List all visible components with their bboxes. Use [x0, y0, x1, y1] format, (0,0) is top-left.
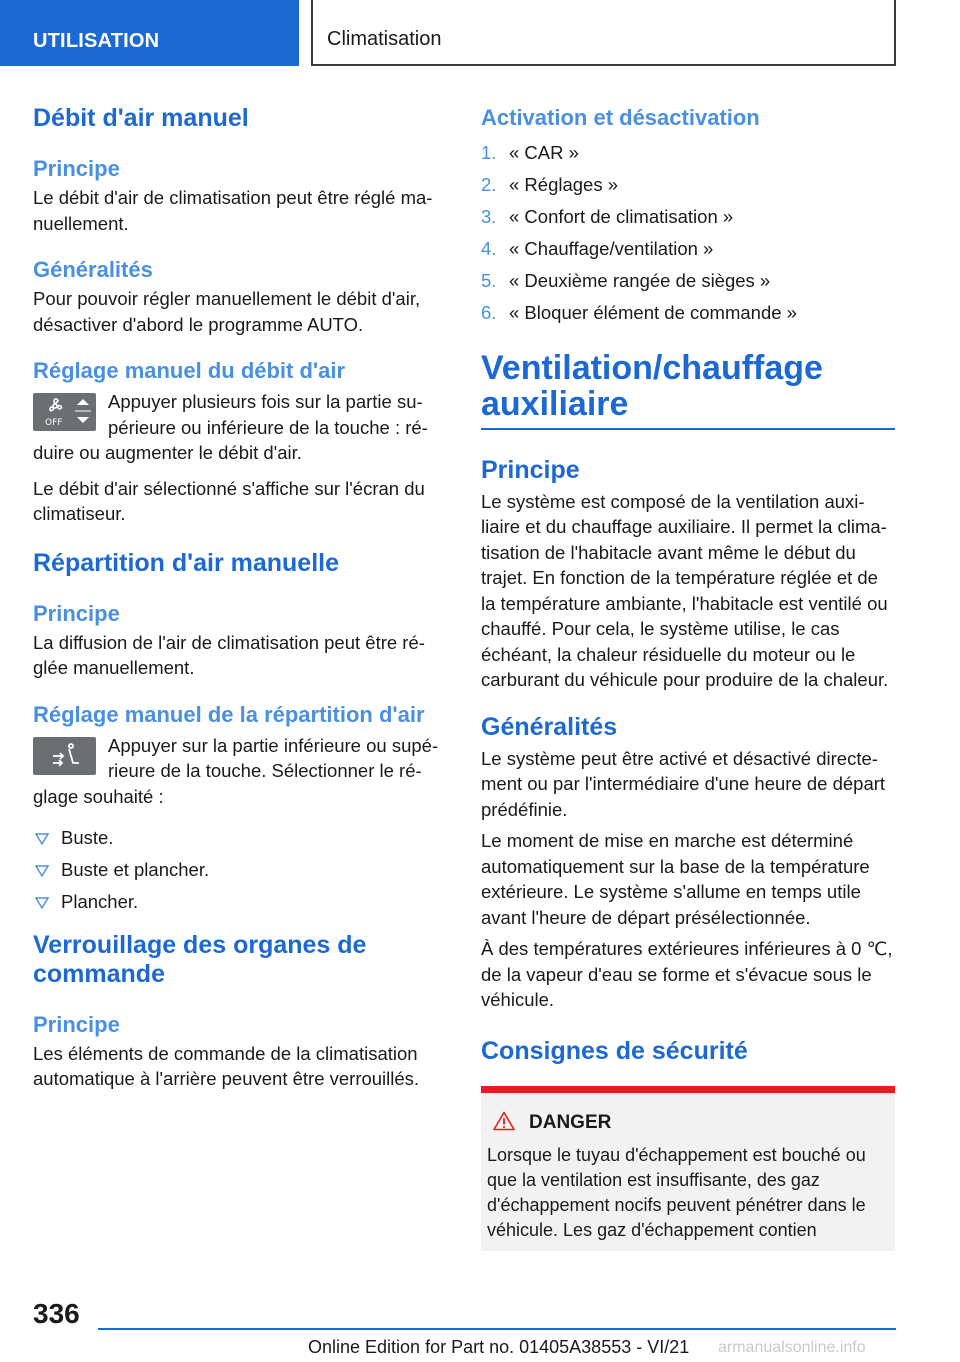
text-principe: Le débit d'air de climatisation peut être réglé manuellement. — [33, 187, 433, 234]
edition-info: Online Edition for Part no. 01405A38553 - VI/21 — [308, 1337, 690, 1357]
text-principe-right: Le système est composé de la ventilation auxiliaire et du chauffage auxiliaire. Il permet la climatisation de l'habitacle avant même le début du trajet. En fonction de la température réglée et de la température ambiante, l'habitacle est ventilé ou chauffé. Pour cela, le système utilise, le cas échéant, la chaleur résiduelle du moteur ou le carburant du véhicule pour produire de la chaleur. — [481, 490, 889, 690]
text-reglage-debit: Appuyer plusieurs fois sur la partie supérieure ou inférieure de la touche : réduire ou augmenter le débit d'air. — [33, 391, 428, 463]
text-generalites-1: Le système peut être activé et désactivé directement ou par l'intermédiaire d'une heure de départ prédéfinie. — [481, 747, 886, 820]
danger-warning-box — [481, 1086, 895, 1251]
subheading-principe-3: Principe — [33, 1011, 120, 1037]
heading-rule — [481, 428, 895, 430]
list-item: Plancher. — [33, 889, 448, 915]
list-item: 1. « CAR » — [481, 142, 579, 163]
text-principe-2: La diffusion de l'air de climatisation peut être réglée manuellement. — [33, 631, 425, 678]
reglage-debit-block — [33, 389, 448, 466]
warning-triangle-icon — [493, 1111, 515, 1131]
watermark: armanualsonline.info — [718, 1339, 866, 1356]
page-number: 336 — [33, 1298, 80, 1329]
distribution-options-list — [33, 825, 448, 915]
right-column — [481, 100, 895, 1251]
subheading-principe-right: Principe — [481, 455, 580, 484]
subheading-reglage-repartition: Réglage manuel de la répartition d'air — [33, 701, 425, 727]
warning-title: DANGER — [529, 1111, 612, 1133]
fan-button-icon — [33, 393, 96, 431]
list-item: Buste et plancher. — [33, 857, 448, 883]
list-item: 5. « Deuxième rangée de sièges » — [481, 270, 771, 291]
list-item: 2. « Réglages » — [481, 174, 619, 195]
subheading-activation: Activation et désactivation — [481, 105, 760, 130]
subheading-principe: Principe — [33, 156, 120, 181]
text-generalites: Pour pouvoir régler manuellement le débit d'air, désactiver d'abord le programme AUTO. — [33, 288, 421, 335]
air-distribution-button-icon — [33, 737, 96, 775]
text-generalites-2: Le moment de mise en marche est déterminé automatiquement sur la base de la température extérieure. Le système s'allume en temps utile avant l'heure de départ présélectionnée. — [481, 830, 870, 928]
subheading-reglage-debit: Réglage manuel du débit d'air — [33, 358, 346, 383]
text-debit-affiche: Le débit d'air sélectionné s'affiche sur l'écran du climatiseur. — [33, 477, 425, 524]
subheading-generalites-right: Généralités — [481, 712, 618, 741]
triangle-bullet-icon — [35, 833, 49, 845]
left-column — [33, 100, 448, 1092]
footer-rule — [98, 1328, 896, 1330]
heading-repartition-air: Répartition d'air manuelle — [33, 548, 340, 577]
list-item: 3. « Confort de climatisation » — [481, 206, 734, 227]
page-header — [0, 0, 960, 66]
text-reglage-repartition: Appuyer sur la partie inférieure ou supérieure de la touche. Sélectionner le réglage souhaité : — [33, 734, 439, 807]
subheading-principe-2: Principe — [33, 600, 120, 626]
subheading-generalites: Généralités — [33, 257, 153, 282]
heading-debit-air-manuel: Débit d'air manuel — [33, 104, 249, 132]
warning-header — [487, 1111, 889, 1135]
warning-text: Lorsque le tuyau d'échappement est bouché ou que la ventilation est insuffisante, des gaz d'échappement nocifs peuvent pénétrer dans le véhicule. Les gaz d'échappement contien — [487, 1144, 866, 1240]
list-item: Buste. — [33, 825, 448, 851]
text-principe-3: Les éléments de commande de la climatisation automatique à l'arrière peuvent être verrouillés. — [33, 1042, 420, 1089]
chapter-title: Climatisation — [311, 0, 896, 66]
heading-ventilation-chauffage: Ventilation/chauffage auxiliaire — [481, 348, 823, 423]
heading-consignes-securite: Consignes de sécurité — [481, 1036, 748, 1065]
svg-text:OFF: OFF — [45, 418, 63, 428]
section-tab: UTILISATION — [0, 0, 299, 66]
activation-steps-list — [481, 140, 895, 326]
triangle-bullet-icon — [35, 897, 49, 909]
list-item: 4. « Chauffage/ventilation » — [481, 238, 714, 259]
text-generalites-3: À des températures extérieures inférieures à 0 ℃, de la vapeur d'eau se forme et s'évacue sous le véhicule. — [481, 938, 893, 1010]
triangle-bullet-icon — [35, 865, 49, 877]
list-item: 6. « Bloquer élément de commande » — [481, 302, 797, 323]
reglage-repartition-block — [33, 733, 448, 810]
heading-verrouillage: Verrouillage des organes de commande — [33, 930, 367, 988]
